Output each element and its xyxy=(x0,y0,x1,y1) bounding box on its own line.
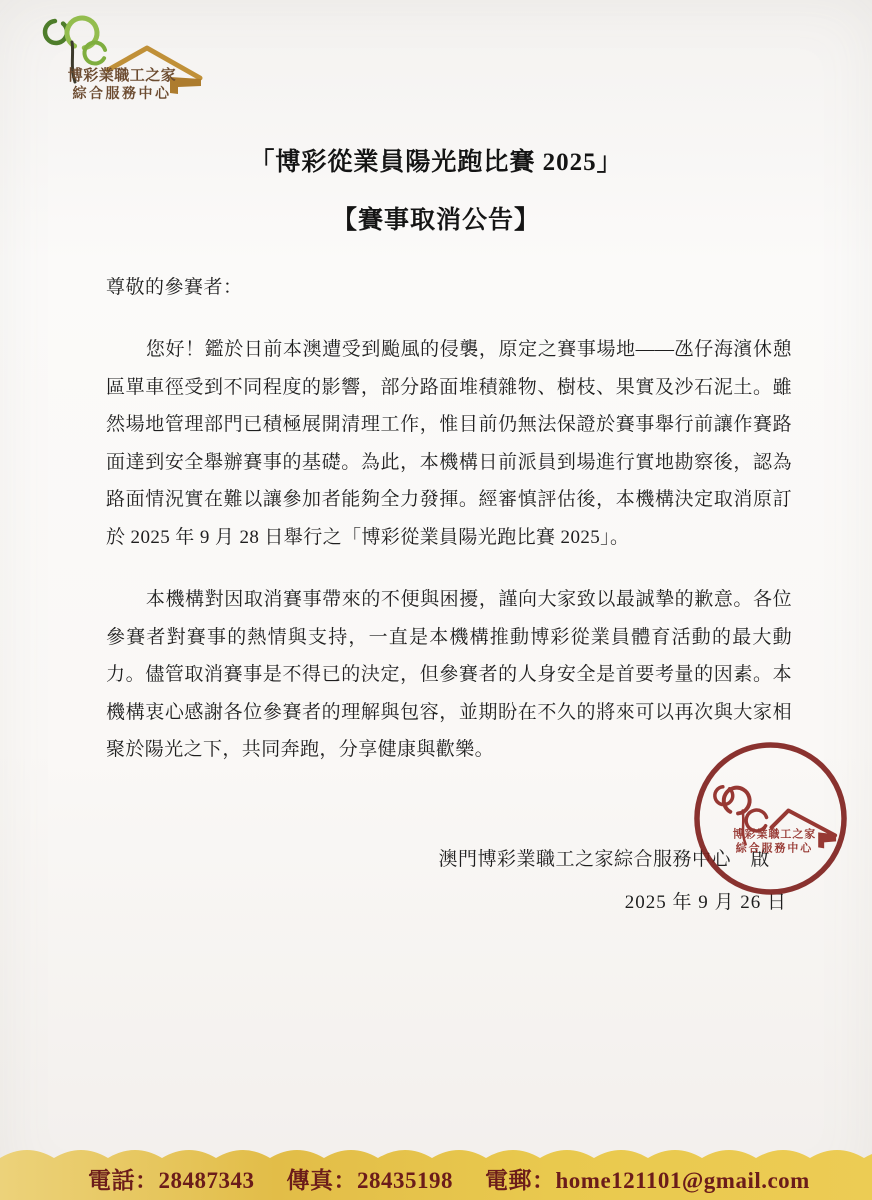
logo-org-subtitle: 綜合服務中心 xyxy=(72,87,172,102)
footer-phone: 電話：28487343 xyxy=(88,1168,255,1193)
footer-email: 電郵：home121101@gmail.com xyxy=(485,1168,810,1193)
org-logo xyxy=(26,12,236,112)
paragraph-2: 本機構對因取消賽事帶來的不便與困擾，謹向大家致以最誠摯的歉意。各位參賽者對賽事的熱情與支持，一直是本機構推動博彩從業員體育活動的最大動力。儘管取消賽事是不得已的決定，但參賽者的人身安全是首要考量的因素。本機構衷心感謝各位參賽者的理解與包容，並期盼在不久的將來可以再次與大家相聚於陽光之下，共同奔跑，分享健康與歡樂。 xyxy=(106,589,792,760)
contact-row xyxy=(88,1162,810,1195)
logo-org-name: 博彩業職工之家 xyxy=(67,68,177,84)
paragraph-1: 您好！鑑於日前本澳遭受到颱風的侵襲，原定之賽事場地——氹仔海濱休憩區單車徑受到不同程度的影響，部分路面堆積雜物、樹枝、果實及沙石泥土。雖然場地管理部門已積極展開清理工作，惟目前仍無法保證於賽事舉行前讓作賽路面達到安全舉辦賽事的基礎。為此，本機構日前派員到場進行實地勘察後，認為路面情況實在難以讓參加者能夠全力發揮。經審慎評估後，本機構決定取消原訂於 2025 年 9 月 28 日舉行之「博彩從業員陽光跑比賽 2025」。 xyxy=(106,339,792,548)
footer-fax: 傳真：28435198 xyxy=(286,1168,453,1193)
footer-band xyxy=(0,1142,872,1200)
letter-body xyxy=(106,273,792,918)
official-stamp-icon xyxy=(691,739,850,898)
date-line: 2025 年 9 月 26 日 xyxy=(624,891,787,913)
stamp-org-subtitle: 綜合服務中心 xyxy=(735,842,814,855)
stamp-org-name: 博彩業職工之家 xyxy=(732,828,817,841)
signature-line: 澳門博彩業職工之家綜合服務中心 啟 xyxy=(438,848,770,870)
salutation: 尊敬的參賽者： xyxy=(106,277,243,298)
document-subtitle: 【賽事取消公告】 xyxy=(331,207,540,234)
document-title: 「博彩從業員陽光跑比賽 2025」 xyxy=(249,149,623,176)
